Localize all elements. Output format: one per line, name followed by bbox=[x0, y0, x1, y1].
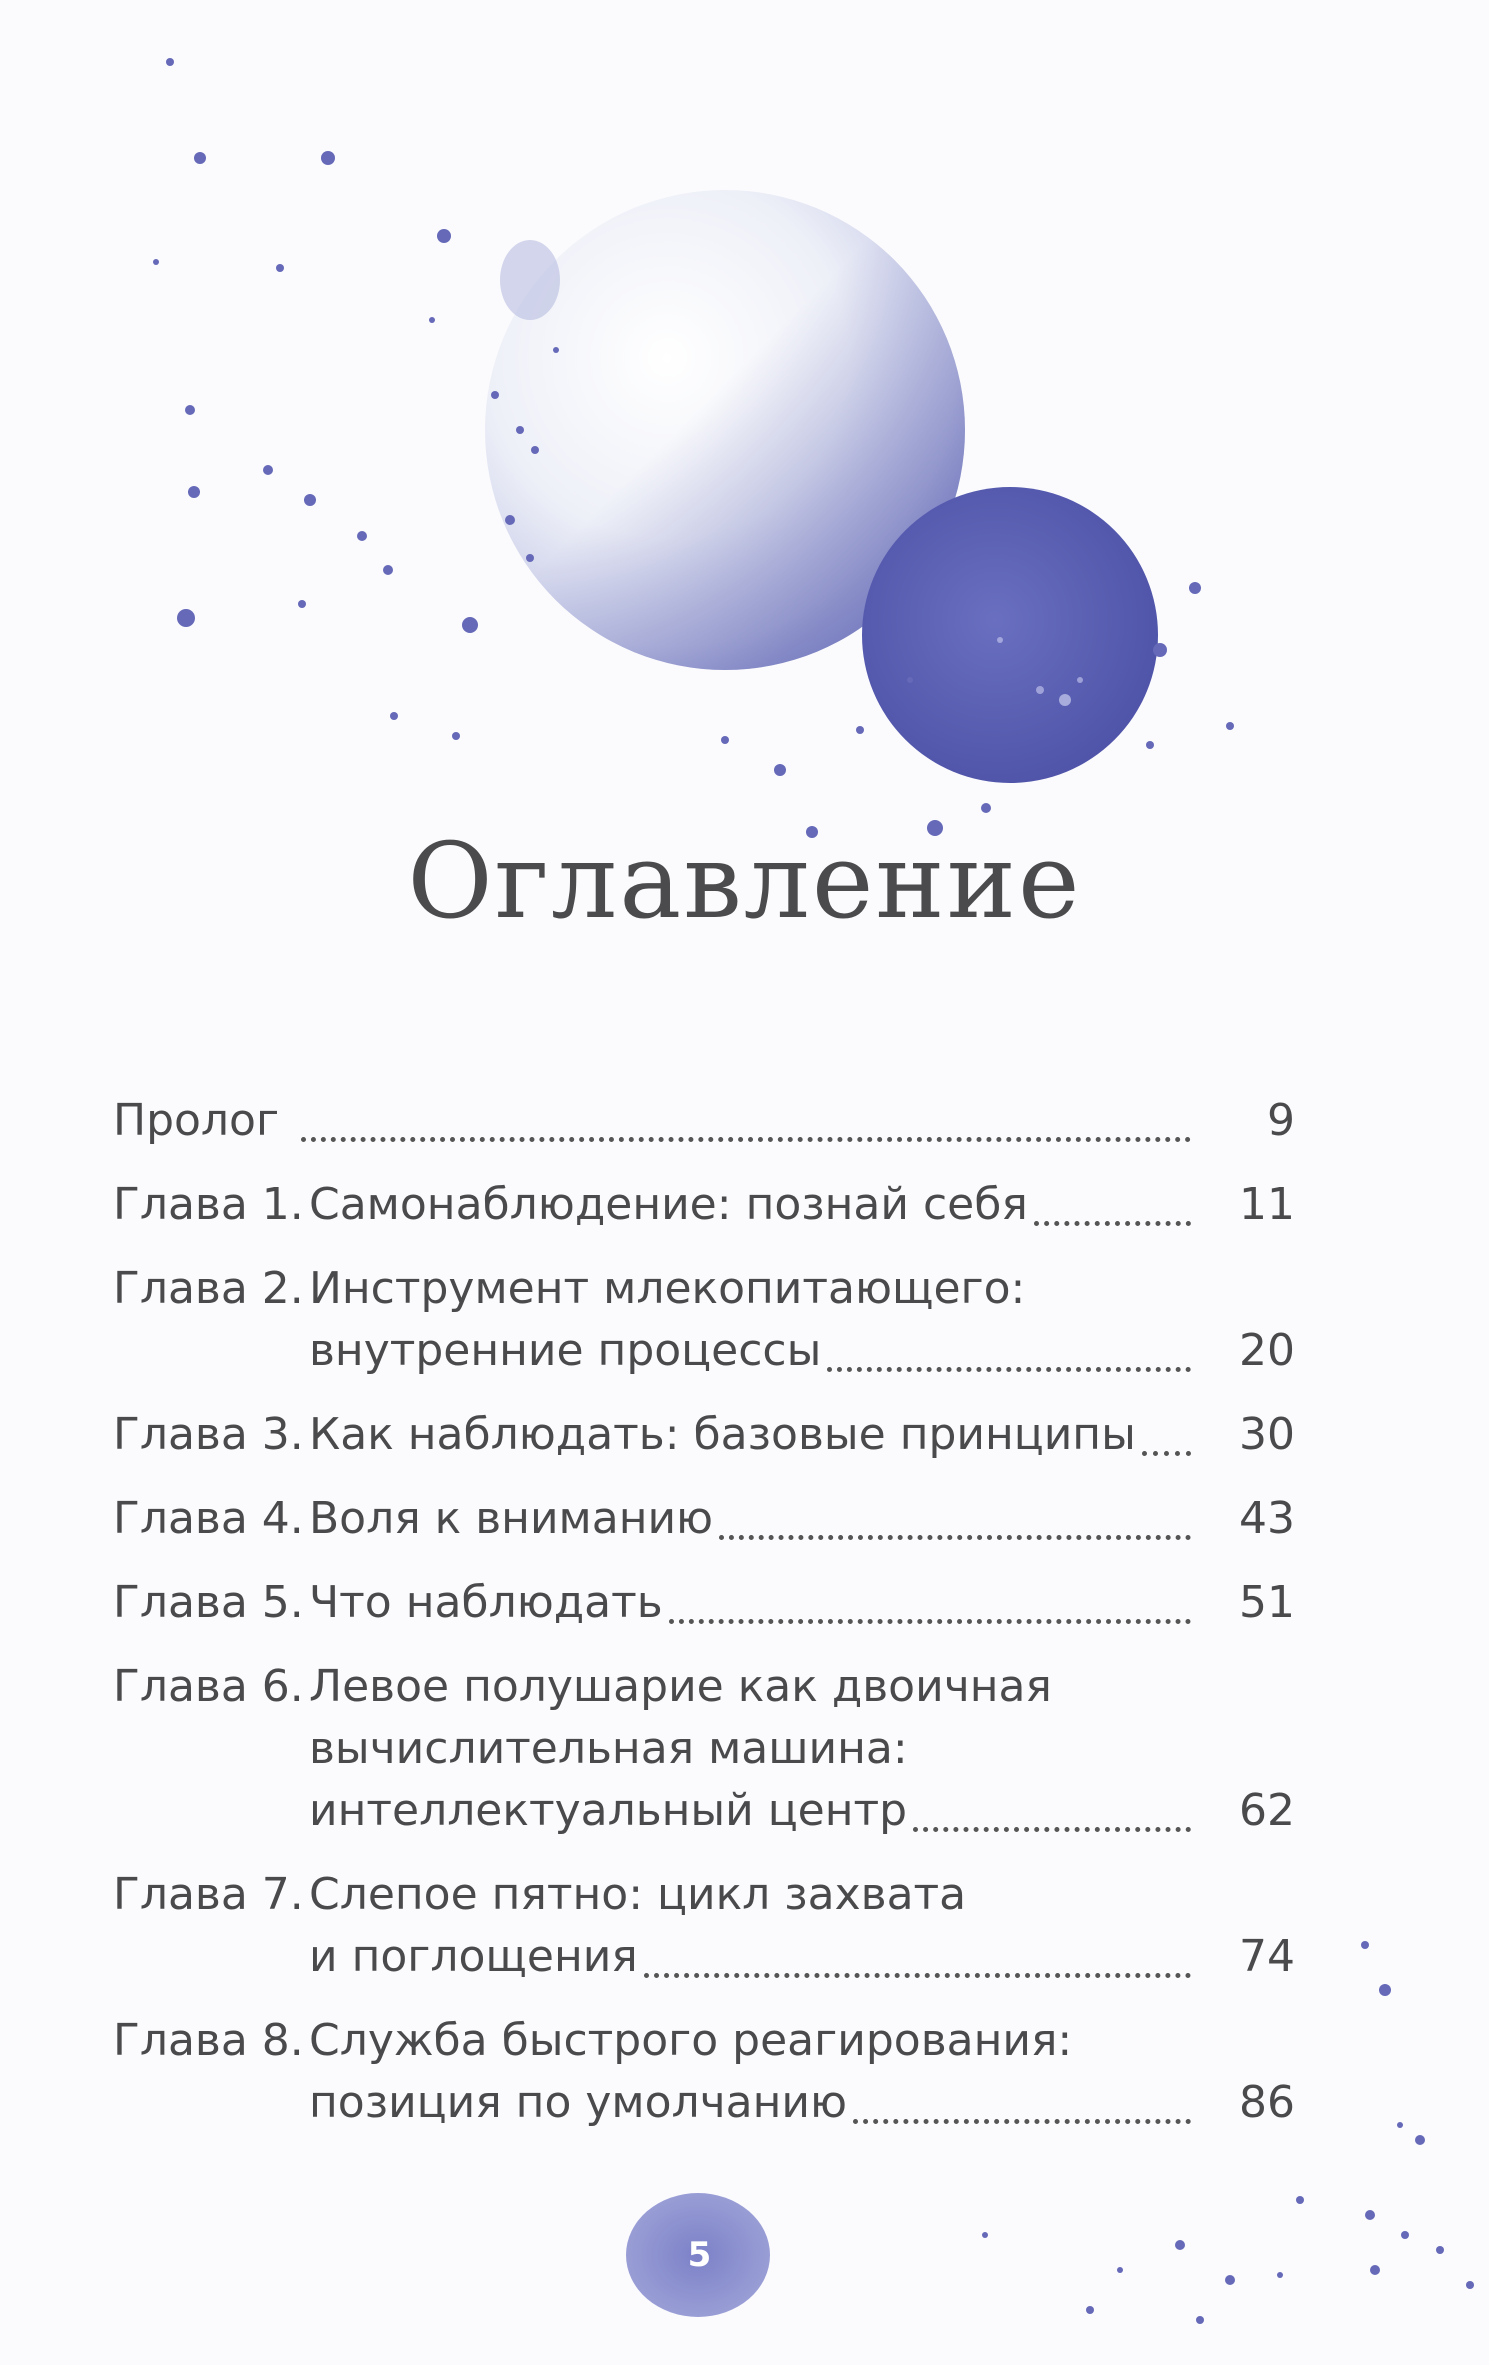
page-title: Оглавление bbox=[407, 820, 1082, 942]
dot-leader bbox=[853, 2119, 1191, 2124]
toc-entry[interactable] bbox=[113, 1258, 1295, 1382]
toc-entry-title-continued: внутренние процессы bbox=[309, 1325, 822, 1376]
dot-leader bbox=[644, 1973, 1191, 1978]
toc-entry-title: Что наблюдать bbox=[309, 1577, 663, 1628]
toc-entry-label: Глава 2. bbox=[113, 1263, 304, 1314]
toc-entry-continuation bbox=[113, 1718, 1295, 1780]
toc-entry[interactable] bbox=[113, 1864, 1295, 1988]
toc-entry-line bbox=[113, 1090, 1295, 1152]
toc-page-number: 43 bbox=[1239, 1493, 1295, 1544]
toc-entry-continuation bbox=[113, 1926, 1295, 1988]
toc-entry-line bbox=[113, 1572, 1295, 1634]
dot-leader bbox=[301, 1137, 1191, 1142]
toc-page-number: 62 bbox=[1239, 1785, 1295, 1836]
toc-entry[interactable] bbox=[113, 1090, 1295, 1152]
toc-entry-line bbox=[113, 1174, 1295, 1236]
toc-entry-title: Инструмент млекопитающего: bbox=[309, 1263, 1026, 1314]
dot-leader bbox=[827, 1367, 1191, 1372]
toc-entry-line bbox=[113, 1656, 1295, 1718]
toc-entry[interactable] bbox=[113, 1488, 1295, 1550]
toc-entry-continuation bbox=[113, 1780, 1295, 1842]
toc-entry-line bbox=[113, 2010, 1295, 2072]
table-of-contents bbox=[113, 1090, 1295, 2156]
toc-entry-line bbox=[113, 1258, 1295, 1320]
toc-page-number: 20 bbox=[1239, 1325, 1295, 1376]
toc-entry-title-continued: позиция по умолчанию bbox=[309, 2077, 847, 2128]
toc-page-number: 9 bbox=[1267, 1095, 1295, 1146]
toc-entry-title: Самонаблюдение: познай себя bbox=[309, 1179, 1028, 1230]
toc-entry-label: Глава 3. bbox=[113, 1409, 304, 1460]
toc-page-number: 30 bbox=[1239, 1409, 1295, 1460]
toc-page-number: 11 bbox=[1239, 1179, 1295, 1230]
toc-entry-continuation bbox=[113, 1320, 1295, 1382]
toc-entry[interactable] bbox=[113, 1174, 1295, 1236]
toc-entry-label: Глава 6. bbox=[113, 1661, 304, 1712]
toc-entry-title: Слепое пятно: цикл захвата bbox=[309, 1869, 967, 1920]
toc-page-number: 74 bbox=[1239, 1931, 1295, 1982]
toc-entry-label: Глава 4. bbox=[113, 1493, 304, 1544]
toc-entry-title: Как наблюдать: базовые принципы bbox=[309, 1409, 1136, 1460]
toc-page-number: 51 bbox=[1239, 1577, 1295, 1628]
toc-entry[interactable] bbox=[113, 1404, 1295, 1466]
toc-entry-title-continued: вычислительная машина: bbox=[309, 1723, 908, 1774]
toc-entry-line bbox=[113, 1488, 1295, 1550]
dot-leader bbox=[913, 1827, 1191, 1832]
toc-entry[interactable] bbox=[113, 1572, 1295, 1634]
dot-leader bbox=[669, 1619, 1191, 1624]
dot-leader bbox=[719, 1535, 1191, 1540]
toc-entry-title-continued: и поглощения bbox=[309, 1931, 638, 1982]
toc-entry-continuation bbox=[113, 2072, 1295, 2134]
page-number-label: 5 bbox=[687, 2235, 712, 2275]
toc-entry-title: Служба быстрого реагирования: bbox=[309, 2015, 1073, 2066]
dot-leader bbox=[1142, 1451, 1191, 1456]
toc-entry-label: Глава 5. bbox=[113, 1577, 304, 1628]
toc-entry-label: Глава 7. bbox=[113, 1869, 304, 1920]
toc-entry-title: Левое полушарие как двоичная bbox=[309, 1661, 1052, 1712]
toc-entry-label: Глава 1. bbox=[113, 1179, 304, 1230]
dot-leader bbox=[1034, 1221, 1191, 1226]
toc-page-number: 86 bbox=[1239, 2077, 1295, 2128]
toc-entry-label: Глава 8. bbox=[113, 2015, 304, 2066]
toc-entry-line bbox=[113, 1864, 1295, 1926]
toc-entry-line bbox=[113, 1404, 1295, 1466]
page-number bbox=[627, 2190, 772, 2320]
toc-entry[interactable] bbox=[113, 1656, 1295, 1842]
toc-entry[interactable] bbox=[113, 2010, 1295, 2134]
toc-entry-title: Воля к вниманию bbox=[309, 1493, 714, 1544]
planet-circle bbox=[862, 487, 1158, 783]
toc-entry-title-continued: интеллектуальный центр bbox=[309, 1785, 908, 1836]
toc-entry-label: Пролог bbox=[113, 1095, 280, 1146]
